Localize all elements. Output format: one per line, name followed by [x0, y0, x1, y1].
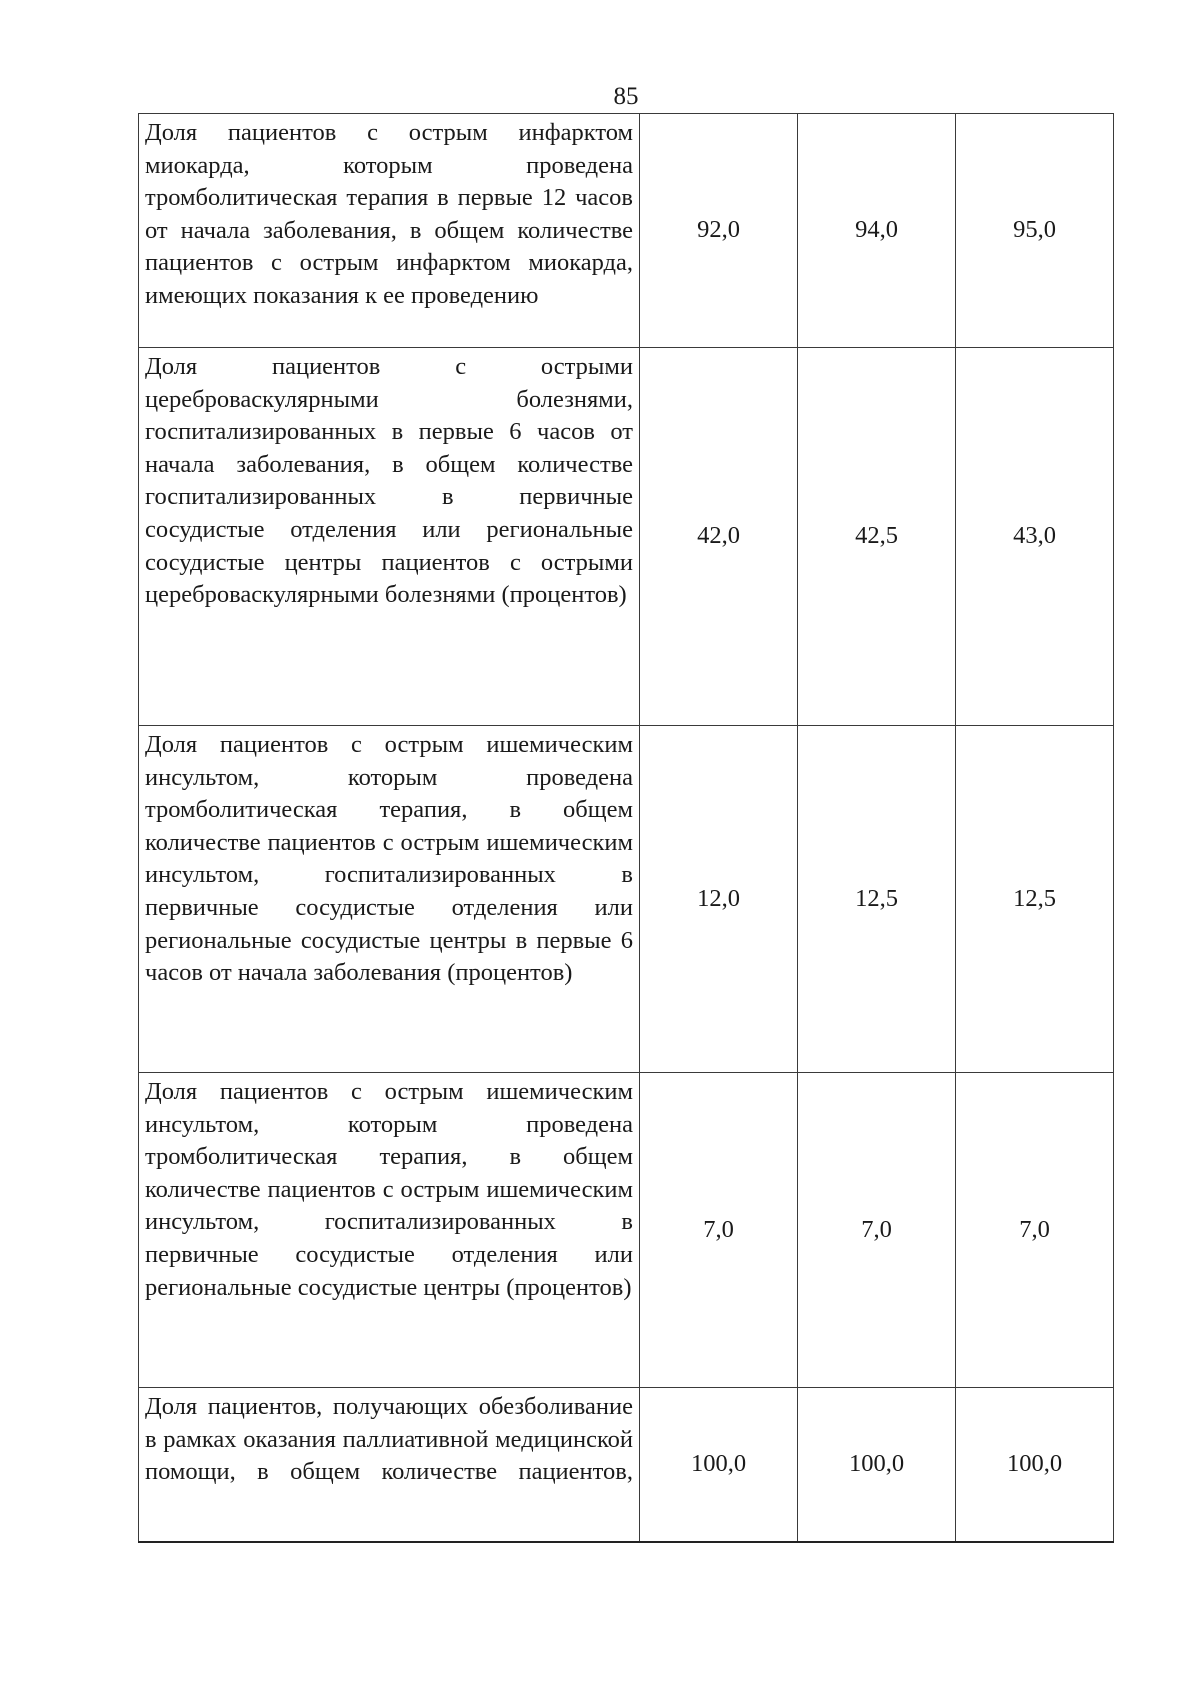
table-row: [139, 726, 1114, 1073]
indicator-value-col2: 100,0: [798, 1388, 956, 1542]
indicator-value-col1: 92,0: [640, 114, 798, 348]
indicator-value-col3: 12,5: [956, 726, 1114, 1073]
indicator-value-col3: 7,0: [956, 1073, 1114, 1388]
indicator-description: Доля пациентов с острым ишемическим инсультом, которым проведена тромболитическая терапия, в общем количестве пациентов с острым ишемическим инсультом, госпитализированных в первичные сосудистые отделения или региональные сосудистые центры в первые 6 часов от начала заболевания (процентов): [139, 726, 640, 1073]
indicator-value-col2: 7,0: [798, 1073, 956, 1388]
table-row: [139, 348, 1114, 726]
indicator-value-col3: 100,0: [956, 1388, 1114, 1542]
indicator-value-col1: 7,0: [640, 1073, 798, 1388]
indicator-value-col3: 43,0: [956, 348, 1114, 726]
indicator-description: Доля пациентов с острым инфарктом миокарда, которым проведена тромболитическая терапия в первые 12 часов от начала заболевания, в общем количестве пациентов с острым инфарктом миокарда, имеющих показания к ее проведению: [139, 114, 640, 348]
indicator-description: Доля пациентов с острыми цереброваскулярными болезнями, госпитализированных в первые 6 часов от начала заболевания, в общем количестве госпитализированных в первичные сосудистые отделения или региональные сосудистые центры пациентов с острыми цереброваскулярными болезнями (процентов): [139, 348, 640, 726]
indicator-value-col2: 42,5: [798, 348, 956, 726]
indicator-description: Доля пациентов, получающих обезболивание в рамках оказания паллиативной медицинской помощи, в общем количестве пациентов,: [139, 1388, 640, 1542]
table-row: [139, 1073, 1114, 1388]
indicator-value-col2: 12,5: [798, 726, 956, 1073]
indicator-value-col2: 94,0: [798, 114, 956, 348]
table-row: [139, 114, 1114, 348]
table-row: [139, 1388, 1114, 1542]
indicator-value-col3: 95,0: [956, 114, 1114, 348]
indicator-value-col1: 100,0: [640, 1388, 798, 1542]
indicator-value-col1: 12,0: [640, 726, 798, 1073]
indicator-description: Доля пациентов с острым ишемическим инсультом, которым проведена тромболитическая терапия, в общем количестве пациентов с острым ишемическим инсультом, госпитализированных в первичные сосудистые отделения или региональные сосудистые центры (процентов): [139, 1073, 640, 1388]
indicator-value-col1: 42,0: [640, 348, 798, 726]
page-number: 85: [613, 83, 639, 110]
indicators-table: [138, 113, 1114, 1543]
